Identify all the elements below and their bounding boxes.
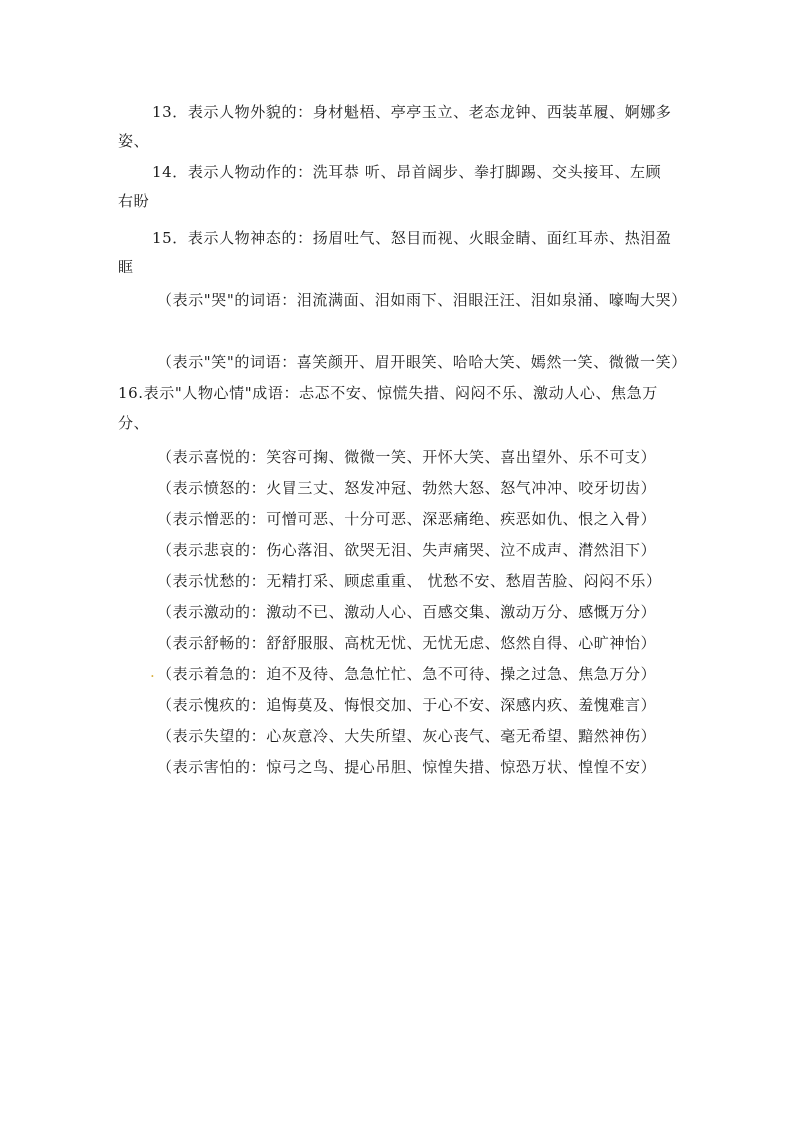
section-16-line-1: 16.表示"人物心情"成语：忐忑不安、惊慌失措、闷闷不乐、激动人心、焦急万 bbox=[118, 384, 658, 402]
section-13-line-2: 姿、 bbox=[118, 132, 150, 150]
cry-idioms-line: （表示"哭"的词语：泪流满面、泪如雨下、泪眼汪汪、泪如泉涌、嚎啕大哭） bbox=[157, 291, 687, 309]
mood-comfort-line: （表示舒畅的：舒舒服服、高枕无忧、无忧无虑、悠然自得、心旷神怡） bbox=[157, 634, 657, 652]
section-15-line-2: 眶 bbox=[118, 258, 134, 276]
mood-sorrow-line: （表示悲哀的：伤心落泪、欲哭无泪、失声痛哭、泣不成声、潸然泪下） bbox=[157, 541, 657, 559]
section-14-line-2: 右盼 bbox=[118, 192, 150, 210]
laugh-idioms-line: （表示"笑"的词语：喜笑颜开、眉开眼笑、哈哈大笑、嫣然一笑、微微一笑） bbox=[157, 353, 687, 371]
mood-fear-line: （表示害怕的：惊弓之鸟、提心吊胆、惊惶失措、惊恐万状、惶惶不安） bbox=[157, 758, 657, 776]
mood-worry-line: （表示忧愁的：无精打采、顾虑重重、 忧愁不安、愁眉苦脸、闷闷不乐） bbox=[157, 572, 662, 590]
mood-disappointed-line: （表示失望的：心灰意冷、大失所望、灰心丧气、毫无希望、黯然神伤） bbox=[157, 727, 657, 745]
mood-anxious-line: （表示着急的：迫不及待、急急忙忙、急不可待、操之过急、焦急万分） bbox=[157, 665, 657, 683]
mood-joy-line: （表示喜悦的：笑容可掬、微微一笑、开怀大笑、喜出望外、乐不可支） bbox=[157, 448, 657, 466]
section-14-line-1: 14．表示人物动作的：洗耳恭 听、昂首阔步、拳打脚踢、交头接耳、左顾 bbox=[152, 163, 662, 181]
section-15-line-1: 15．表示人物神态的：扬眉吐气、怒目而视、火眼金睛、面红耳赤、热泪盈 bbox=[152, 229, 672, 247]
section-16-line-2: 分、 bbox=[118, 414, 150, 432]
mood-guilt-line: （表示愧疚的：追悔莫及、悔恨交加、于心不安、深感内疚、羞愧难言） bbox=[157, 696, 657, 714]
stray-dot-mark: . bbox=[150, 663, 156, 681]
section-13-line-1: 13．表示人物外貌的：身材魁梧、亭亭玉立、老态龙钟、西装革履、婀娜多 bbox=[152, 103, 672, 121]
mood-anger-line: （表示愤怒的：火冒三丈、怒发冲冠、勃然大怒、怒气冲冲、咬牙切齿） bbox=[157, 479, 657, 497]
mood-loathing-line: （表示憎恶的：可憎可恶、十分可恶、深恶痛绝、疾恶如仇、恨之入骨） bbox=[157, 510, 657, 528]
mood-excited-line: （表示激动的：激动不已、激动人心、百感交集、激动万分、感慨万分） bbox=[157, 603, 657, 621]
